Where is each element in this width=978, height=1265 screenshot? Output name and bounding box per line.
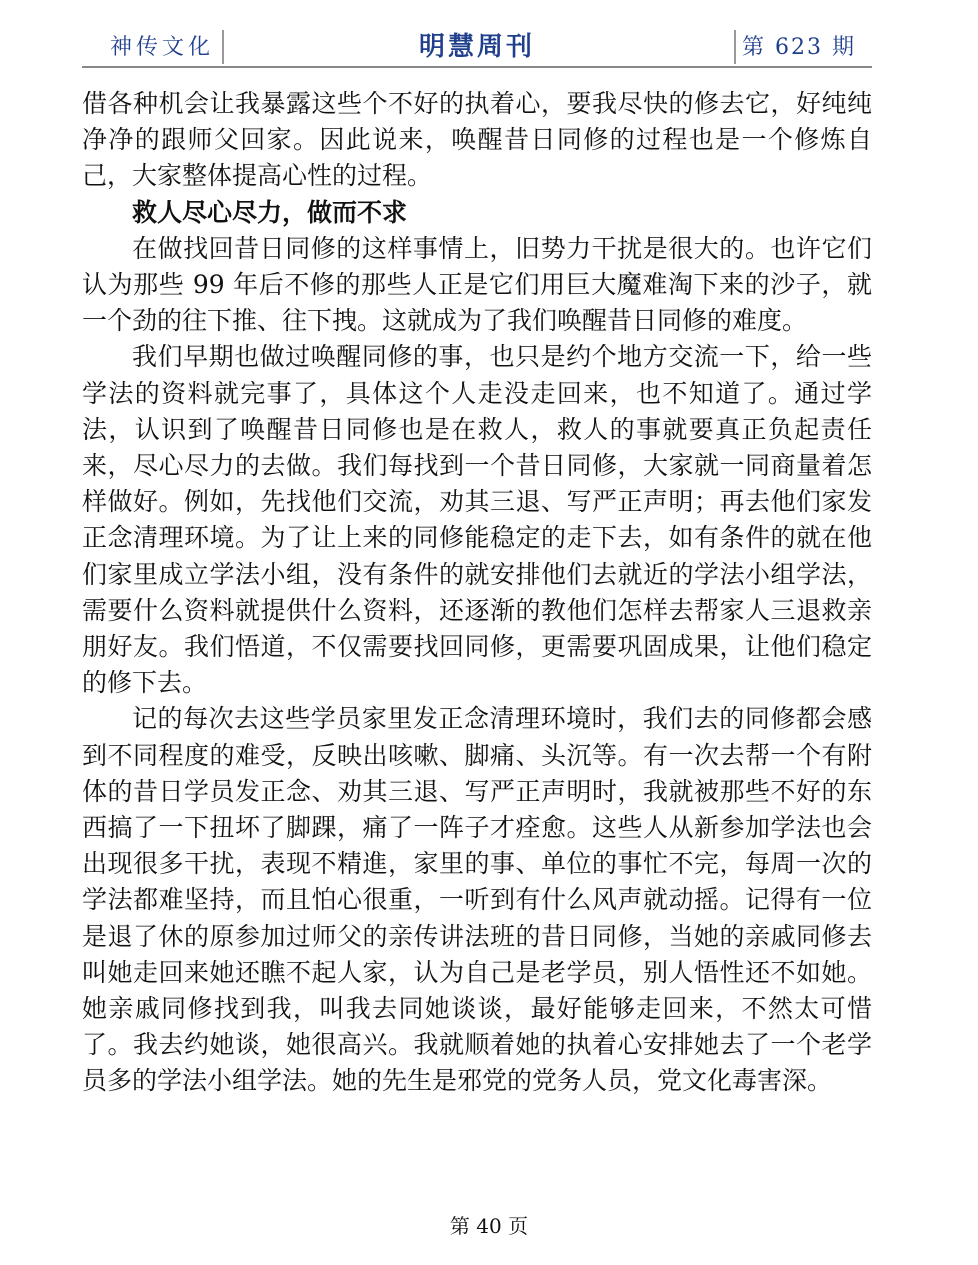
article-body [82,86,872,1100]
paragraph: 我们早期也做过唤醒同修的事，也只是约个地方交流一下，给一些学法的资料就完事了，具体这个人走没走回来，也不知道了。通过学法，认识到了唤醒昔日同修也是在救人，救人的事就要真正负起责任来，尽心尽力的去做。我们每找到一个昔日同修，大家就一同商量着怎样做好。例如，先找他们交流，劝其三退、写严正声明；再去他们家发正念清理环境。为了让上来的同修能稳定的走下去，如有条件的就在他们家里成立学法小组，没有条件的就安排他们去就近的学法小组学法，需要什么资料就提供什么资料，还逐渐的教他们怎样去帮家人三退救亲朋好友。我们悟道，不仅需要找回同修，更需要巩固成果，让他们稳定的修下去。 [82,342,872,698]
page-number: 第 40 页 [449,1214,529,1238]
section-name: 神传文化 [110,35,215,60]
issue-number: 第 623 期 [742,35,856,60]
paragraph: 记的每次去这些学员家里发正念清理环境时，我们去的同修都会感到不同程度的难受，反映出咳嗽、脚痛、头沉等。有一次去帮一个有附体的昔日学员发正念、劝其三退、写严正声明时，我就被那些不好的东西搞了一下扭坏了脚踝，痛了一阵子才痊愈。这些人从新参加学法也会出现很多干扰，表现不精進，家里的事、单位的事忙不完，每周一次的学法都难坚持，而且怕心很重，一听到有什么风声就动摇。记得有一位是退了休的原参加过师父的亲传讲法班的昔日同修，当她的亲戚同修去叫她走回来她还瞧不起人家，认为自己是老学员，别人悟性还不如她。她亲戚同修找到我，叫我去同她谈谈，最好能够走回来，不然太可惜了。我去约她谈，她很高兴。我就顺着她的执着心安排她去了一个老学员多的学法小组学法。她的先生是邪党的党务人员，党文化毒害深。 [82,704,872,1096]
publication-title: 明慧周刊 [418,32,535,62]
section-heading: 救人尽心尽力，做而不求 [132,197,408,227]
page-header [82,22,872,68]
header-rule [82,66,872,68]
header-divider-right [734,30,736,64]
paragraph: 在做找回昔日同修的这样事情上，旧势力干扰是很大的。也许它们认为那些 99 年后不修的那些人正是它们用巨大魔难淘下来的沙子，就一个劲的往下推、往下拽。这就成为了我们唤醒昔日同修的难度。 [82,233,872,336]
paragraph-continued: 借各种机会让我暴露这些个不好的执着心，要我尽快的修去它，好纯纯净净的跟师父回家。因此说来，唤醒昔日同修的过程也是一个修炼自己，大家整体提高心性的过程。 [82,89,872,191]
